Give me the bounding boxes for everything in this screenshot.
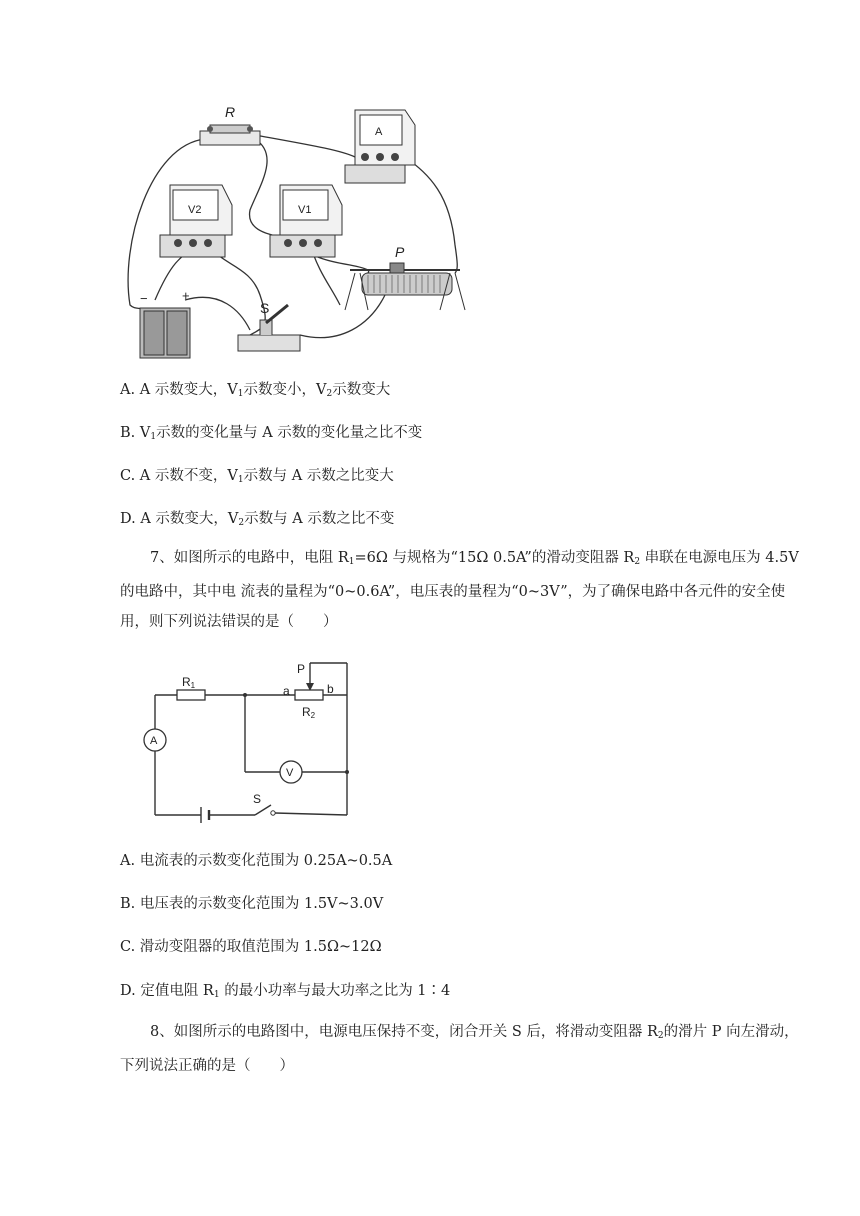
q7-option-c: C. 滑动变阻器的取值范围为 1.5Ω~12Ω [120, 939, 382, 955]
rheostat-device [345, 244, 465, 310]
schematic-voltmeter-label: V [286, 767, 294, 779]
circuit-schematic-figure [135, 655, 365, 830]
schematic-slider-p: P [297, 662, 306, 676]
voltmeter-v2-label: V2 [188, 204, 202, 216]
schematic-ammeter-label: A [150, 735, 158, 747]
schematic-r2-label: R2 [302, 705, 316, 720]
ammeter-device [345, 110, 415, 183]
schematic-r1-label: R1 [182, 675, 196, 690]
battery-plus-label: + [182, 288, 190, 303]
rheostat-slider-label: P [395, 244, 405, 260]
q6-option-b: B. $V_1$示数的变化量与 A 示数的变化量之比不变 [120, 425, 423, 442]
q8-stem: 8、如图所示的电路图中，电源电压保持不变，闭合开关 S 后，将滑动变阻器 $R_2$的滑片 P 向左滑动，下列说法正确的是（ ） [120, 1024, 799, 1074]
battery-minus-label: − [140, 291, 148, 306]
voltmeter-v1-device [270, 185, 342, 257]
q6-option-c: C. A 示数不变，$V_1$示数与 A 示数之比变大 [120, 468, 394, 485]
q6-option-d: D. A 示数变大，$V_2$示数与 A 示数之比不变 [120, 511, 395, 528]
q7-option-d: D. 定值电阻 $R_1$ 的最小功率与最大功率之比为 1∶4 [120, 983, 451, 1000]
resistor-r [200, 104, 260, 145]
q7-stem: 7、如图所示的电路中，电阻 $R_1=6\Omega$ 与规格为“15Ω 0.5A”的滑动变阻器 $R_2$ 串联在电源电压为 4.5V 的电路中，其中电 流表的量程为“0~0.6A”，电压表的量程为“0~3V”，为了确保电路中各元件的安全使用，则下列说法错误的是（ ） [120, 550, 799, 630]
battery-device [140, 288, 190, 358]
switch-label: S [260, 300, 270, 316]
voltmeter-v1-label: V1 [298, 204, 312, 216]
q7-option-a: A. 电流表的示数变化范围为 0.25A~0.5A [120, 853, 393, 869]
schematic-b-terminal: b [327, 682, 334, 696]
ammeter-label: A [375, 126, 383, 138]
circuit-photo-figure [110, 95, 480, 365]
voltmeter-v2-device [160, 185, 232, 257]
q6-option-a: A. A 示数变大，$V_1$示数变小，$V_2$示数变大 [120, 382, 391, 399]
q7-option-b: B. 电压表的示数变化范围为 1.5V~3.0V [120, 896, 384, 912]
resistor-r-label: R [225, 104, 236, 120]
schematic-switch-label: S [253, 792, 262, 806]
schematic-a-terminal: a [283, 684, 290, 698]
